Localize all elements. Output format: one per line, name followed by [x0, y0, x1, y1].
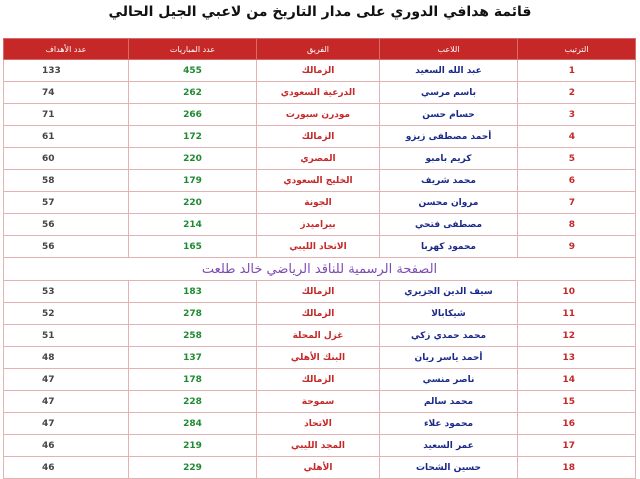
table-row: [4, 104, 636, 126]
goals-cell: 47: [4, 413, 129, 435]
team-cell: الاتحاد: [257, 413, 380, 435]
team-cell: الزمالك: [257, 303, 380, 325]
goals-cell: 47: [4, 369, 129, 391]
matches-cell: 278: [129, 303, 257, 325]
player-cell: محمود كهربا: [380, 236, 518, 258]
team-cell: الخليج السعودي: [257, 170, 380, 192]
goals-cell: 58: [4, 170, 129, 192]
table-row: [4, 192, 636, 214]
player-cell: ناصر منسي: [380, 369, 518, 391]
matches-cell: 220: [129, 192, 257, 214]
table-body-bottom: [4, 281, 636, 479]
header-goals: عدد الأهداف: [4, 39, 129, 60]
player-cell: محمد شريف: [380, 170, 518, 192]
separator-row: [4, 258, 636, 281]
team-cell: الأهلي: [257, 457, 380, 479]
player-cell: مصطفى فتحي: [380, 214, 518, 236]
matches-cell: 137: [129, 347, 257, 369]
rank-cell: 9: [518, 236, 636, 258]
rank-cell: 16: [518, 413, 636, 435]
team-cell: الزمالك: [257, 369, 380, 391]
rank-cell: 12: [518, 325, 636, 347]
rank-cell: 18: [518, 457, 636, 479]
player-cell: محمد سالم: [380, 391, 518, 413]
goals-cell: 56: [4, 236, 129, 258]
table-row: [4, 148, 636, 170]
player-cell: محمود علاء: [380, 413, 518, 435]
matches-cell: 179: [129, 170, 257, 192]
rank-cell: 10: [518, 281, 636, 303]
table-row: [4, 413, 636, 435]
watermark-text: الصفحة الرسمية للناقد الرياضي خالد طلعت: [4, 258, 636, 281]
team-cell: المجد الليبي: [257, 435, 380, 457]
player-cell: أحمد ياسر ريان: [380, 347, 518, 369]
page-title: قائمة هدافي الدوري على مدار التاريخ من لاعبي الجيل الحالي: [108, 4, 532, 20]
goals-cell: 51: [4, 325, 129, 347]
header-team: الفريق: [257, 39, 380, 60]
rank-cell: 4: [518, 126, 636, 148]
rank-cell: 2: [518, 82, 636, 104]
table-row: [4, 347, 636, 369]
goals-cell: 71: [4, 104, 129, 126]
rank-cell: 14: [518, 369, 636, 391]
table-row: [4, 369, 636, 391]
matches-cell: 183: [129, 281, 257, 303]
header-player: اللاعب: [380, 39, 518, 60]
player-cell: عبد الله السعيد: [380, 60, 518, 82]
goals-cell: 52: [4, 303, 129, 325]
rank-cell: 8: [518, 214, 636, 236]
player-cell: حسام حسن: [380, 104, 518, 126]
matches-cell: 178: [129, 369, 257, 391]
table-row: [4, 126, 636, 148]
player-cell: سيف الدين الجزيري: [380, 281, 518, 303]
player-cell: محمد حمدي زكي: [380, 325, 518, 347]
team-cell: المصري: [257, 148, 380, 170]
goals-cell: 56: [4, 214, 129, 236]
rank-cell: 11: [518, 303, 636, 325]
table-row: [4, 60, 636, 82]
goals-cell: 53: [4, 281, 129, 303]
team-cell: الزمالك: [257, 281, 380, 303]
team-cell: الزمالك: [257, 60, 380, 82]
scorers-table: [3, 38, 636, 479]
matches-cell: 284: [129, 413, 257, 435]
rank-cell: 6: [518, 170, 636, 192]
matches-cell: 228: [129, 391, 257, 413]
table-body-top: [4, 60, 636, 258]
matches-cell: 266: [129, 104, 257, 126]
player-cell: عمر السعيد: [380, 435, 518, 457]
table-row: [4, 236, 636, 258]
matches-cell: 165: [129, 236, 257, 258]
table-row: [4, 457, 636, 479]
player-cell: أحمد مصطفى زيزو: [380, 126, 518, 148]
goals-cell: 47: [4, 391, 129, 413]
table-separator-section: [4, 258, 636, 281]
matches-cell: 455: [129, 60, 257, 82]
table-row: [4, 214, 636, 236]
player-cell: كريم بامبو: [380, 148, 518, 170]
goals-cell: 46: [4, 457, 129, 479]
table-row: [4, 281, 636, 303]
team-cell: الزمالك: [257, 126, 380, 148]
table-row: [4, 435, 636, 457]
goals-cell: 46: [4, 435, 129, 457]
table-row: [4, 303, 636, 325]
rank-cell: 3: [518, 104, 636, 126]
goals-cell: 48: [4, 347, 129, 369]
team-cell: البنك الأهلي: [257, 347, 380, 369]
goals-cell: 61: [4, 126, 129, 148]
table-row: [4, 170, 636, 192]
matches-cell: 229: [129, 457, 257, 479]
player-cell: باسم مرسي: [380, 82, 518, 104]
player-cell: حسين الشحات: [380, 457, 518, 479]
rank-cell: 7: [518, 192, 636, 214]
rank-cell: 5: [518, 148, 636, 170]
team-cell: الجونة: [257, 192, 380, 214]
table-row: [4, 391, 636, 413]
matches-cell: 214: [129, 214, 257, 236]
team-cell: مودرن سبورت: [257, 104, 380, 126]
matches-cell: 219: [129, 435, 257, 457]
rank-cell: 13: [518, 347, 636, 369]
matches-cell: 262: [129, 82, 257, 104]
team-cell: الاتحاد الليبي: [257, 236, 380, 258]
header-matches: عدد المباريات: [129, 39, 257, 60]
matches-cell: 220: [129, 148, 257, 170]
rank-cell: 15: [518, 391, 636, 413]
player-cell: مروان محسن: [380, 192, 518, 214]
goals-cell: 133: [4, 60, 129, 82]
goals-cell: 57: [4, 192, 129, 214]
scorers-table-container: [3, 38, 635, 479]
table-row: [4, 325, 636, 347]
rank-cell: 17: [518, 435, 636, 457]
team-cell: بيراميدز: [257, 214, 380, 236]
team-cell: الدرعية السعودي: [257, 82, 380, 104]
team-cell: غزل المحلة: [257, 325, 380, 347]
matches-cell: 172: [129, 126, 257, 148]
goals-cell: 74: [4, 82, 129, 104]
team-cell: سموحة: [257, 391, 380, 413]
matches-cell: 258: [129, 325, 257, 347]
goals-cell: 60: [4, 148, 129, 170]
rank-cell: 1: [518, 60, 636, 82]
player-cell: شيكابالا: [380, 303, 518, 325]
table-row: [4, 82, 636, 104]
table-header-row: [4, 39, 636, 60]
header-rank: الترتيب: [518, 39, 636, 60]
